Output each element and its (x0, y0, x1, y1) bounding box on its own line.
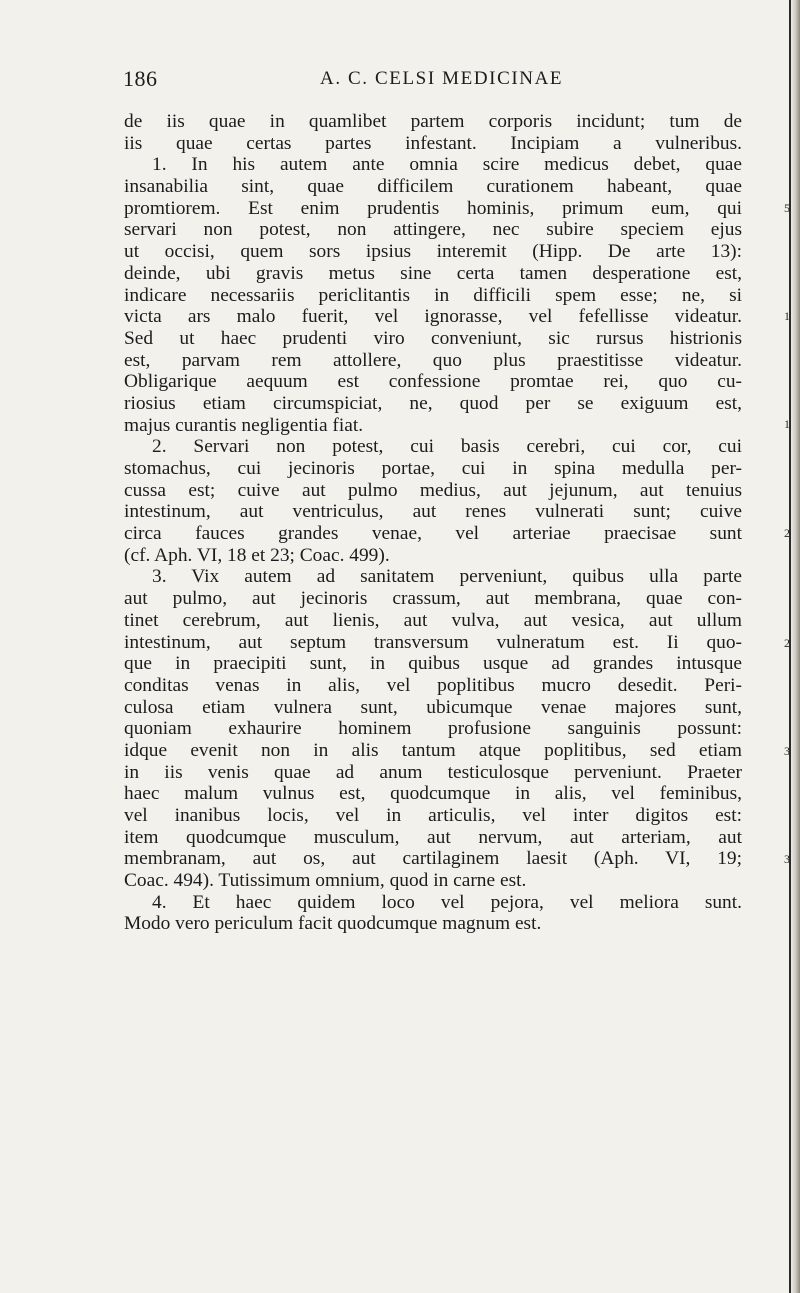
text-line: 2. Servari non potest, cui basis cerebri, cui cor, cui (152, 436, 742, 458)
text-line: stomachus, cui jecinoris portae, cui in spina medulla per- (124, 458, 742, 479)
page-header (123, 66, 743, 92)
margin-number: 1 (784, 417, 790, 431)
text-line: promtiorem. Est enim prudentis hominis, primum eum, qui (124, 197, 742, 219)
text-line: idque evenit non in alis tantum atque poplitibus, sed etiam (124, 739, 742, 761)
text-line: culosa etiam vulnera sunt, ubicumque venae majores sunt, (124, 696, 742, 718)
text-line: vel inanibus locis, vel in articulis, vel inter digitos est: (124, 805, 742, 826)
text-line: tinet cerebrum, aut lienis, aut vulva, aut vesica, aut ullum (124, 609, 742, 631)
body-text (124, 111, 742, 935)
margin-number: 3 (784, 852, 790, 866)
text-line: 4. Et haec quidem loco vel pejora, vel meliora sunt. (152, 891, 742, 913)
text-line: conditas venas in alis, vel poplitibus mucro desedit. Peri- (124, 674, 742, 696)
text-line: quoniam exhaurire hominem profusione sanguinis possunt: (124, 718, 742, 740)
margin-number: 1 (784, 309, 790, 323)
margin-number: 2 (784, 636, 790, 650)
text-line: cussa est; cuive aut pulmo medius, aut jejunum, aut tenuius (124, 479, 742, 501)
margin-number: 2 (784, 526, 790, 540)
text-line: Modo vero periculum facit quodcumque magnum est. (124, 913, 542, 935)
text-line: Coac. 494). Tutissimum omnium, quod in carne est. (124, 870, 527, 892)
text-line: haec malum vulnus est, quodcumque in alis, vel feminibus, (124, 783, 742, 805)
text-line: intestinum, aut ventriculus, aut renes vulnerati sunt; cuive (124, 501, 742, 523)
text-line: de iis quae in quamlibet partem corporis incidunt; tum de (124, 111, 742, 132)
text-line: Sed ut haec prudenti viro conveniunt, sic rursus histrionis (124, 327, 742, 349)
text-line: intestinum, aut septum transversum vulneratum est. Ii quo- (124, 631, 742, 653)
text-line: deinde, ubi gravis metus sine certa tamen desperatione est, (124, 262, 742, 284)
text-line: victa ars malo fuerit, vel ignorasse, vel fefellisse videatur. (124, 306, 742, 328)
text-line: insanabilia sint, quae difficilem curationem habeant, quae (124, 176, 742, 198)
text-line: servari non potest, non attingere, nec subire speciem ejus (124, 219, 742, 241)
margin-number: 5 (784, 201, 790, 215)
text-line: (cf. Aph. VI, 18 et 23; Coac. 499). (124, 544, 390, 566)
text-line: riosius etiam circumspiciat, ne, quod per se exiguum est, (124, 392, 742, 414)
page-number: 186 (123, 66, 158, 91)
text-line: item quodcumque musculum, aut nervum, aut arteriam, aut (124, 826, 742, 848)
text-line: aut pulmo, aut jecinoris crassum, aut membrana, quae con- (124, 588, 742, 610)
text-line: iis quae certas partes infestant. Incipiam a vulneribus. (124, 132, 742, 154)
text-line: ut occisi, quem sors ipsius interemit (Hipp. De arte 13): (124, 241, 742, 263)
page-edge-shadow (790, 0, 800, 1293)
text-line: Obligarique aequum est confessione promtae rei, quo cu- (124, 371, 742, 393)
margin-number: 3 (784, 744, 790, 758)
text-line: est, parvam rem attollere, quo plus praestitisse videatur. (124, 349, 742, 371)
text-line: majus curantis negligentia fiat. (124, 414, 364, 436)
text-line: circa fauces grandes venae, vel arteriae praecisae sunt (124, 523, 742, 545)
running-head: A. C. CELSI MEDICINAE (320, 68, 564, 89)
text-line: que in praecipiti sunt, in quibus usque ad grandes intusque (124, 653, 742, 675)
text-line: 3. Vix autem ad sanitatem perveniunt, quibus ulla parte (152, 566, 742, 588)
text-line: membranam, aut os, aut cartilaginem laesit (Aph. VI, 19; (124, 848, 742, 870)
text-line: in iis venis quae ad anum testiculosque perveniunt. Praeter (124, 761, 742, 783)
text-line: 1. In his autem ante omnia scire medicus debet, quae (152, 154, 742, 176)
text-line: indicare necessariis periclitantis in difficili spem esse; ne, si (124, 284, 742, 306)
